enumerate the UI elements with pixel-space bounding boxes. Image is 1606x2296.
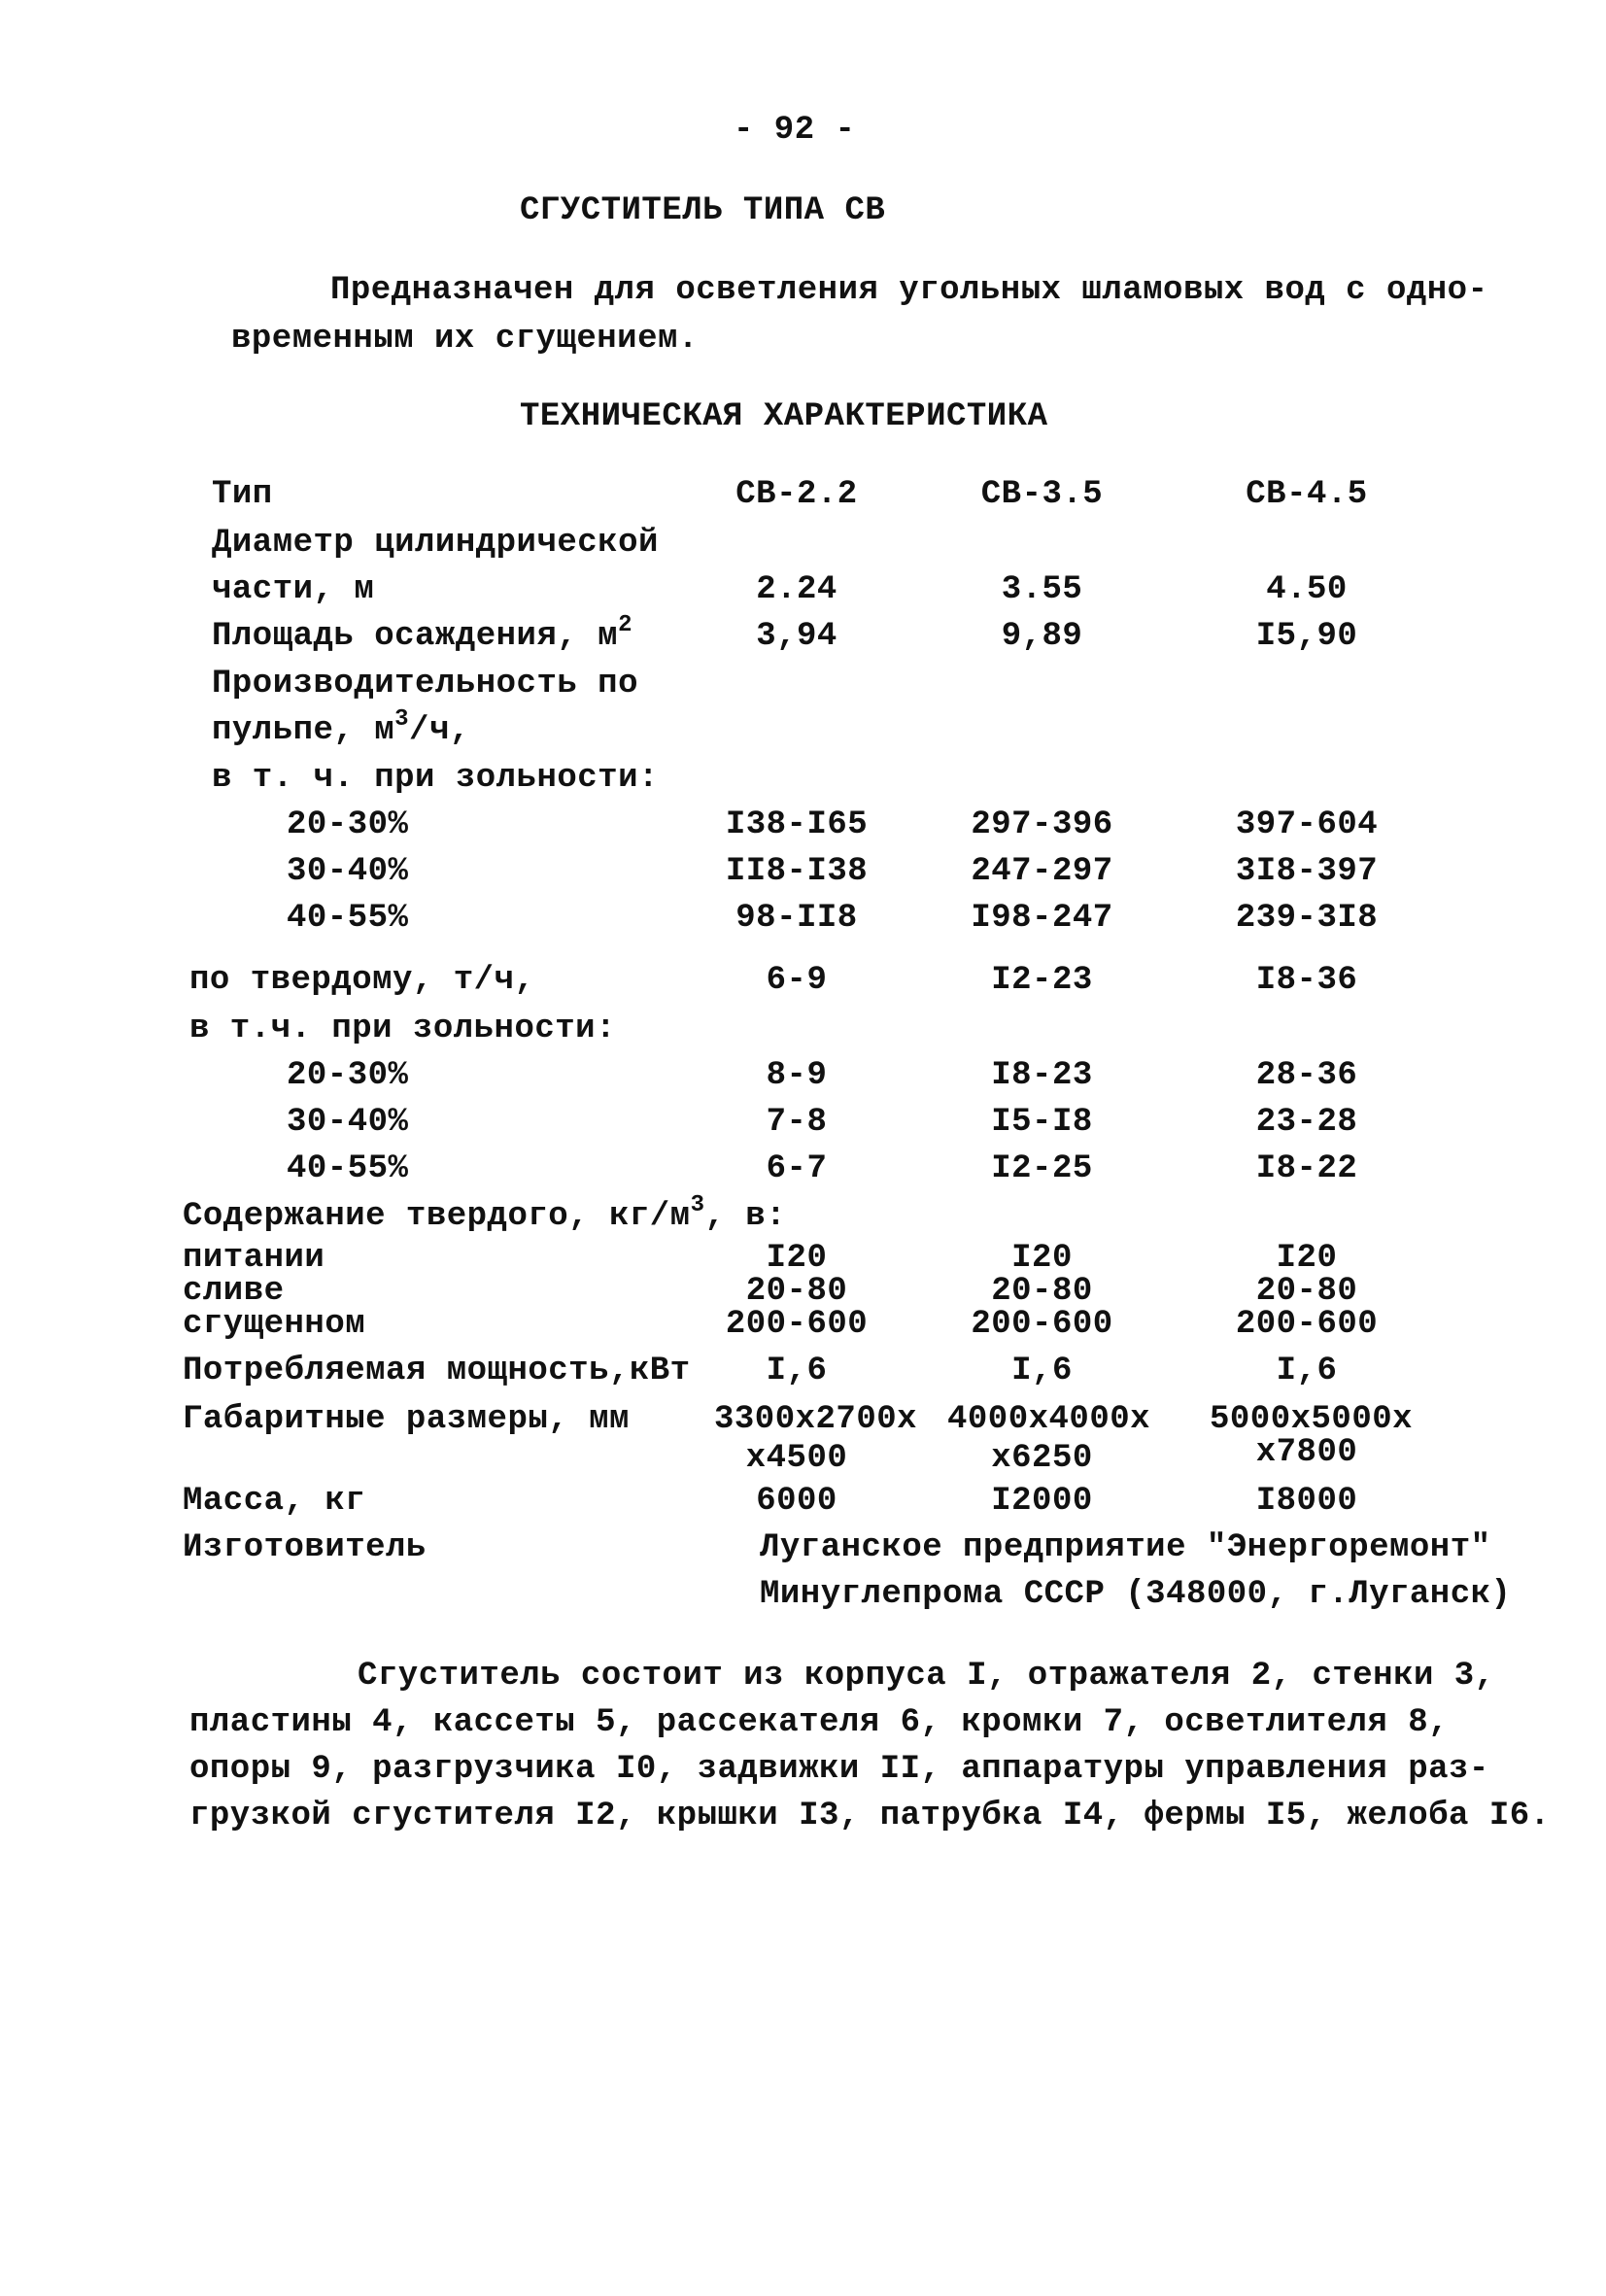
power-label: Потребляемая мощность,кВт xyxy=(183,1353,691,1389)
solid-label-2: в т.ч. при зольности: xyxy=(189,1011,616,1047)
dimensions-2-line-2: x6250 xyxy=(991,1440,1093,1477)
solid-2-value-1: 7-8 xyxy=(766,1104,828,1141)
mass-value-1: 6000 xyxy=(756,1483,837,1520)
description-line-3: опоры 9, разгрузчика I0, задвижки II, аппаратуры управления раз- xyxy=(189,1751,1489,1788)
power-value-2: I,6 xyxy=(1011,1353,1073,1389)
dimensions-1-line-1: 3300x2700x xyxy=(714,1401,918,1438)
dimensions-1-line-2: x4500 xyxy=(745,1440,848,1477)
manufacturer-line-1: Луганское предприятие "Энергоремонт" xyxy=(760,1529,1491,1566)
description-line-4: грузкой сгустителя I2, крышки I3, патрубка I4, фермы I5, желоба I6. xyxy=(189,1798,1551,1834)
dimensions-2-line-1: 4000x4000x xyxy=(947,1401,1151,1438)
page-title: СГУСТИТЕЛЬ ТИПА СВ xyxy=(520,192,886,229)
mass-label: Масса, кг xyxy=(183,1483,366,1520)
content-label: Содержание твердого, $кг/м^3$, в: xyxy=(183,1192,787,1235)
solid-2-value-2: I5-I8 xyxy=(991,1104,1093,1141)
pulp-1-value-2: 297-396 xyxy=(971,806,1113,843)
pulp-2-value-1: II8-I38 xyxy=(725,853,869,890)
solid-1-value-2: I8-23 xyxy=(991,1057,1093,1094)
solid-1-value-1: 8-9 xyxy=(766,1057,828,1094)
pulp-1-value-3: 397-604 xyxy=(1235,806,1379,843)
dimensions-3-line-1: 5000x5000x xyxy=(1210,1401,1414,1438)
description-line-1: Сгуститель состоит из корпуса I, отражателя 2, стенки 3, xyxy=(358,1658,1495,1695)
content-row-2-label: сливе xyxy=(183,1273,285,1310)
mass-value-3: I8000 xyxy=(1255,1483,1358,1520)
content-2-value-1: 20-80 xyxy=(745,1273,848,1310)
model-2: СВ-3.5 xyxy=(980,476,1104,513)
solid-3-value-1: 6-7 xyxy=(766,1150,828,1187)
pulp-3-value-2: I98-247 xyxy=(971,900,1113,937)
pulp-ash-1: 20-30% xyxy=(287,806,409,843)
pulp-2-value-2: 247-297 xyxy=(971,853,1113,890)
pulp-3-value-3: 239-3I8 xyxy=(1235,900,1379,937)
solid-ash-3: 40-55% xyxy=(287,1150,409,1187)
diameter-label-2: части, м xyxy=(212,571,375,608)
pulp-2-value-3: 3I8-397 xyxy=(1235,853,1379,890)
area-label: Площадь осаждения, $м^2$ xyxy=(212,612,632,655)
content-row-1-label: питании xyxy=(183,1240,325,1277)
content-1-value-1: I20 xyxy=(766,1240,828,1277)
power-value-3: I,6 xyxy=(1276,1353,1338,1389)
pulp-1-value-1: I38-I65 xyxy=(725,806,869,843)
area-value-2: 9,89 xyxy=(1001,618,1083,655)
pulp-3-value-1: 98-II8 xyxy=(735,900,858,937)
solid-value-3: I8-36 xyxy=(1255,962,1358,999)
content-3-value-3: 200-600 xyxy=(1235,1306,1379,1343)
mass-value-2: I2000 xyxy=(991,1483,1093,1520)
content-2-value-2: 20-80 xyxy=(991,1273,1093,1310)
intro-line-2: временным их сгущением. xyxy=(231,321,699,358)
power-value-1: I,6 xyxy=(766,1353,828,1389)
solid-2-value-3: 23-28 xyxy=(1255,1104,1358,1141)
model-1: СВ-2.2 xyxy=(735,476,858,513)
solid-1-value-3: 28-36 xyxy=(1255,1057,1358,1094)
content-1-value-2: I20 xyxy=(1011,1240,1073,1277)
solid-3-value-2: I2-25 xyxy=(991,1150,1093,1187)
model-3: СВ-4.5 xyxy=(1246,476,1368,513)
area-value-1: 3,94 xyxy=(756,618,837,655)
solid-ash-1: 20-30% xyxy=(287,1057,409,1094)
content-3-value-2: 200-600 xyxy=(971,1306,1113,1343)
content-row-3-label: сгущенном xyxy=(183,1306,366,1343)
diameter-label-1: Диаметр цилиндрической xyxy=(212,525,659,562)
content-3-value-1: 200-600 xyxy=(725,1306,869,1343)
solid-ash-2: 30-40% xyxy=(287,1104,409,1141)
pulp-label-2: пульпе, $м^3/ч$, xyxy=(212,706,470,749)
manufacturer-label: Изготовитель xyxy=(183,1529,427,1566)
pulp-ash-3: 40-55% xyxy=(287,900,409,937)
pulp-label-1: Производительность по xyxy=(212,666,638,703)
dimensions-3-line-2: x7800 xyxy=(1255,1434,1358,1471)
content-2-value-3: 20-80 xyxy=(1255,1273,1358,1310)
solid-value-1: 6-9 xyxy=(766,962,828,999)
diameter-value-3: 4.50 xyxy=(1266,571,1348,608)
pulp-label-3: в т. ч. при зольности: xyxy=(212,760,659,797)
page-number: - 92 - xyxy=(734,112,856,149)
solid-label: по твердому, т/ч, xyxy=(189,962,535,999)
solid-value-2: I2-23 xyxy=(991,962,1093,999)
type-label: Тип xyxy=(212,476,273,513)
diameter-value-1: 2.24 xyxy=(756,571,837,608)
area-value-3: I5,90 xyxy=(1255,618,1358,655)
intro-line-1: Предназначен для осветления угольных шламовых вод с одно- xyxy=(330,272,1488,309)
manufacturer-line-2: Минуглепрома СССР (348000, г.Луганск) xyxy=(760,1576,1512,1613)
diameter-value-2: 3.55 xyxy=(1001,571,1083,608)
spec-heading: ТЕХНИЧЕСКАЯ ХАРАКТЕРИСТИКА xyxy=(520,398,1048,435)
content-1-value-3: I20 xyxy=(1276,1240,1338,1277)
dimensions-label: Габаритные размеры, мм xyxy=(183,1401,630,1438)
pulp-ash-2: 30-40% xyxy=(287,853,409,890)
description-line-2: пластины 4, кассеты 5, рассекателя 6, кромки 7, осветлителя 8, xyxy=(189,1704,1450,1741)
solid-3-value-3: I8-22 xyxy=(1255,1150,1358,1187)
